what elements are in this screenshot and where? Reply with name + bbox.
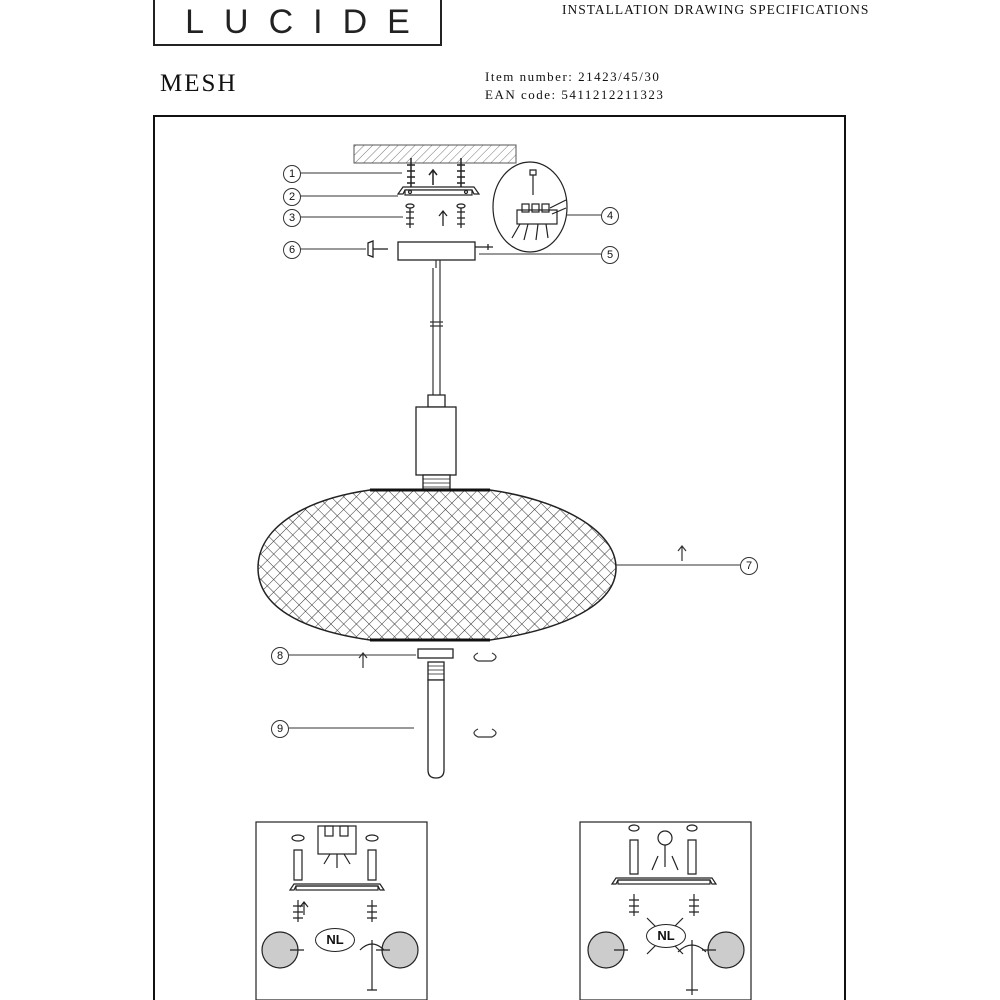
callout-5: 5 (601, 246, 619, 264)
callout-3: 3 (283, 209, 301, 227)
callout-1: 1 (283, 165, 301, 183)
mounting-bracket (398, 187, 479, 195)
bracket-screws (406, 204, 465, 228)
detail-panel-right (580, 822, 751, 1000)
callout-8: 8 (271, 647, 289, 665)
detail-panel-left (256, 822, 427, 1000)
terminal-detail (493, 162, 567, 252)
ceiling (354, 145, 516, 163)
nl-badge-left: NL (315, 928, 355, 952)
bulb (428, 662, 444, 778)
mesh-shade (250, 485, 630, 645)
logo-text: LUCIDE (185, 3, 430, 41)
callout-9: 9 (271, 720, 289, 738)
document-title: INSTALLATION DRAWING SPECIFICATIONS (562, 2, 870, 17)
lamp-holder (416, 395, 456, 489)
callout-6: 6 (283, 241, 301, 259)
product-name: MESH (160, 70, 238, 97)
canopy-screw (368, 241, 388, 257)
shade-ring (418, 649, 453, 658)
callout-2: 2 (283, 188, 301, 206)
nl-badge-right: NL (646, 924, 686, 948)
item-number: Item number: 21423/45/30 (485, 69, 661, 84)
ean-code: EAN code: 5411212211323 (485, 87, 665, 102)
callout-7: 7 (740, 557, 758, 575)
callout-4: 4 (601, 207, 619, 225)
suspension-cable (430, 260, 443, 395)
leader-lines (289, 173, 740, 728)
canopy (398, 242, 493, 260)
